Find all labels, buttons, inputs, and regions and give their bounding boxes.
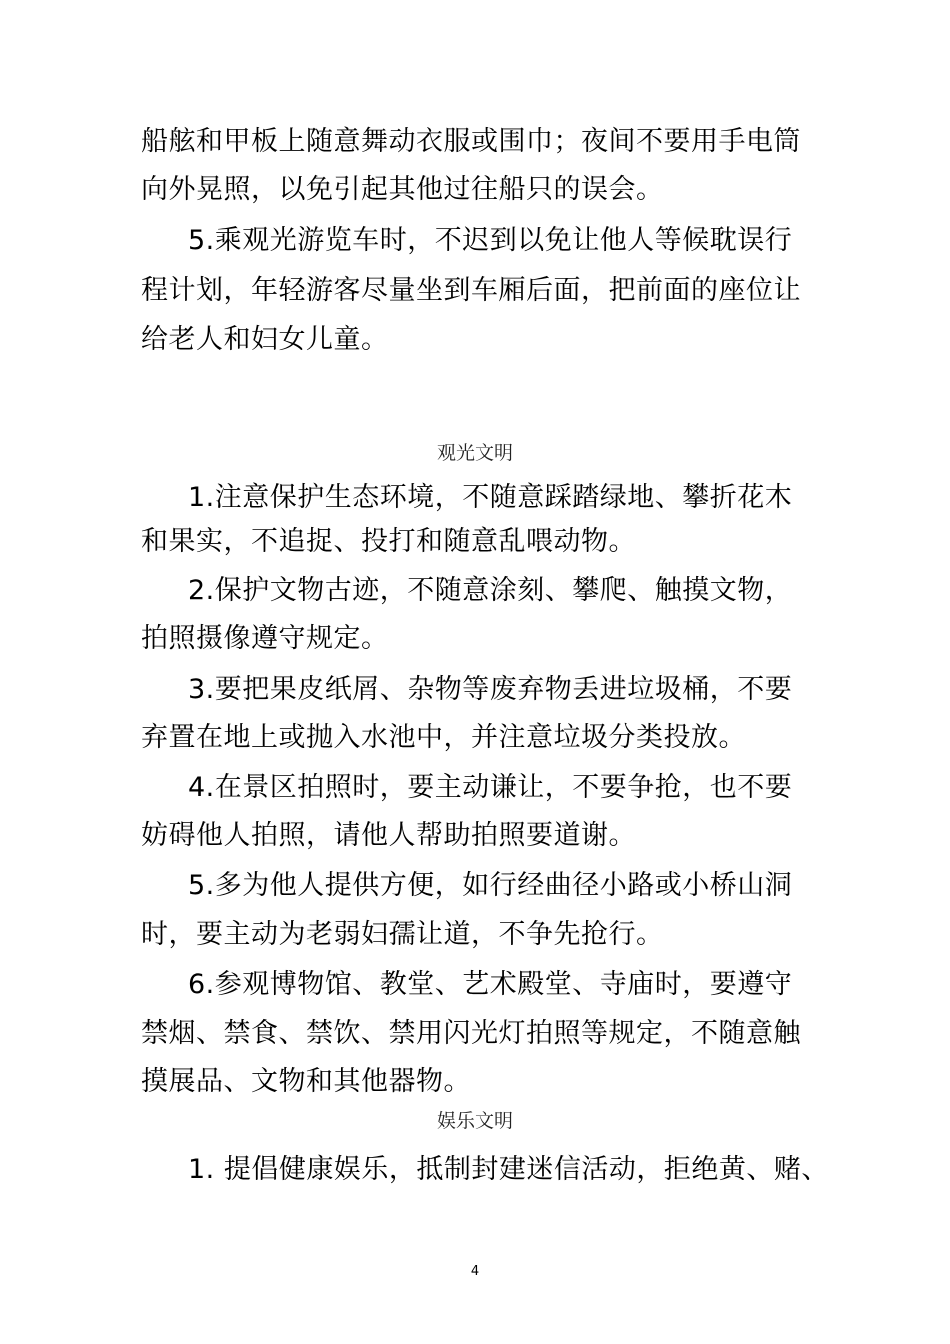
text-line: 和果实，不追捉、投打和随意乱喂动物。: [141, 526, 636, 557]
text-line: 5.多为他人提供方便，如行经曲径小路或小桥山洞: [188, 870, 793, 901]
text-line: 4.在景区拍照时，要主动谦让，不要争抢，也不要: [188, 772, 793, 803]
text-line: 禁烟、禁食、禁饮、禁用闪光灯拍照等规定，不随意触: [141, 1018, 801, 1049]
text-line: 2.保护文物古迹，不随意涂刻、攀爬、触摸文物，: [188, 575, 793, 606]
text-line: 1. 提倡健康娱乐，抵制封建迷信活动，拒绝黄、赌、: [188, 1154, 829, 1185]
text-line: 时，要主动为老弱妇孺让道，不争先抢行。: [141, 919, 664, 950]
text-line: 1.注意保护生态环境，不随意踩踏绿地、攀折花木: [188, 482, 793, 513]
text-line: 拍照摄像遵守规定。: [141, 623, 389, 654]
text-line: 妨碍他人拍照，请他人帮助拍照要道谢。: [141, 820, 636, 851]
section-heading-sightseeing: 观光文明: [436, 442, 513, 464]
text-line: 3.要把果皮纸屑、杂物等废弃物丢进垃圾桶，不要: [188, 674, 793, 705]
text-line: 摸展品、文物和其他器物。: [141, 1066, 471, 1097]
text-line: 5.乘观光游览车时，不迟到以免让他人等候耽误行: [188, 225, 793, 256]
text-line: 6.参观博物馆、教堂、艺术殿堂、寺庙时，要遵守: [188, 969, 793, 1000]
text-line: 船舷和甲板上随意舞动衣服或围巾；夜间不要用手电筒: [141, 126, 801, 157]
text-line: 弃置在地上或抛入水池中，并注意垃圾分类投放。: [141, 722, 746, 753]
section-heading-entertainment: 娱乐文明: [436, 1110, 513, 1132]
text-line: 向外晃照，以免引起其他过往船只的误会。: [141, 174, 664, 205]
text-line: 给老人和妇女儿童。: [141, 324, 389, 355]
page-number: 4: [470, 1264, 480, 1279]
text-line: 程计划，年轻游客尽量坐到车厢后面，把前面的座位让: [141, 275, 801, 306]
